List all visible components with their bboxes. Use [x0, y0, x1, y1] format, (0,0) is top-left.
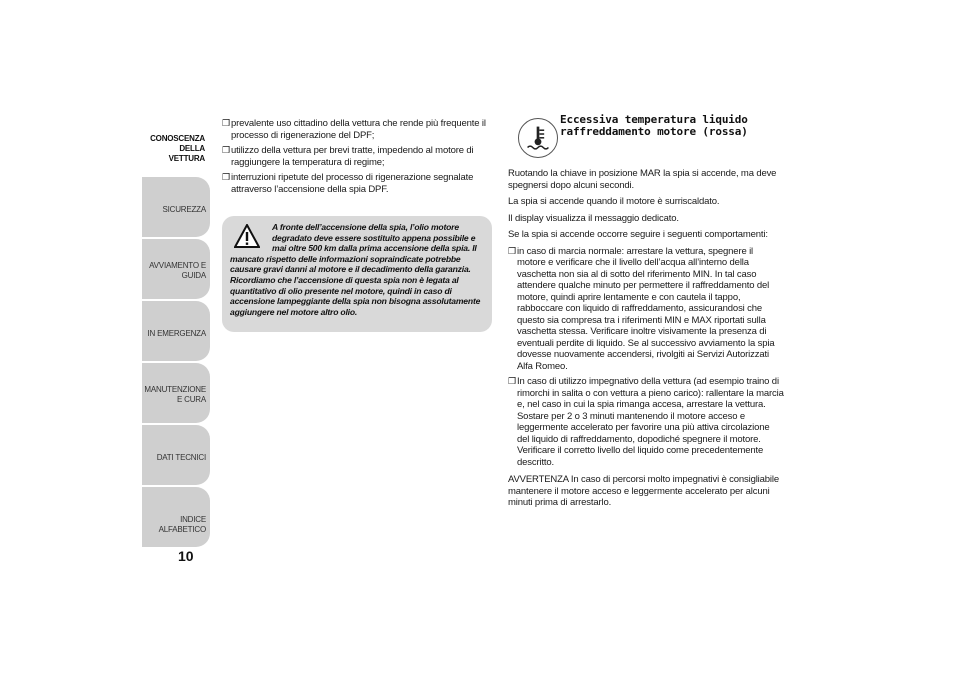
left-column — [222, 118, 492, 199]
paragraph: La spia si accende quando il motore è surriscaldato. — [508, 196, 720, 207]
right-column — [508, 114, 784, 514]
avvertenza-note: AVVERTENZA In caso di percorsi molto impegnativi è consigliabile mantenere il motore acceso e leggermente accelerato per alcuni minuti prima di arrestarlo. — [508, 474, 779, 508]
tab-manutenzione-e-cura[interactable] — [142, 363, 210, 423]
section-title: Eccessiva temperatura liquido raffreddamento motore (rossa) — [560, 113, 748, 138]
tab-indice-alfabetico[interactable] — [142, 487, 210, 547]
coolant-temperature-icon — [518, 118, 558, 158]
warning-box — [222, 216, 492, 332]
tab-label: DATI TECNICI — [156, 453, 206, 462]
list-item: ❒ prevalente uso cittadino della vettura che rende più frequente il processo di rigenerazione del DPF; — [222, 118, 486, 141]
warning-text: A fronte dell’accensione della spia, l’olio motore degradato deve essere sostituito appena possibile e mai oltre 500 km dalla prima accensione della spia. Il mancato rispetto delle informazioni sopraindicate potrebbe causare gravi danni al motore e il decadimento della garanzia. Ricordiamo che l’accensione di questa spia non è legata al quantitativo di olio presente nel motore, quindi in caso di accensione lampeggiante della spia non bisogna assolutamente aggiungere nel motore altro olio. — [230, 222, 481, 317]
checkbox-bullet-icon: ❒ — [508, 245, 516, 256]
checkbox-bullet-icon: ❒ — [508, 376, 516, 386]
tab-label: MANUTENZIONE E CURA — [144, 385, 206, 404]
checkbox-bullet-icon: ❒ — [222, 145, 230, 155]
tab-label: CONOSCENZA DELLA VETTURA — [150, 134, 205, 163]
tab-label: INDICE ALFABETICO — [158, 515, 206, 534]
paragraph: Il display visualizza il messaggio dedicato. — [508, 212, 679, 224]
paragraph: Ruotando la chiave in posizione MAR la spia si accende, ma deve spegnersi dopo alcuni secondi. — [508, 168, 777, 191]
tab-label: IN EMERGENZA — [147, 329, 206, 338]
tab-in-emergenza[interactable] — [142, 301, 210, 361]
tab-label: AVVIAMENTO E GUIDA — [149, 261, 206, 280]
checkbox-bullet-icon: ❒ — [222, 172, 230, 182]
checkbox-bullet-icon: ❒ — [222, 118, 230, 128]
page-number: 10 — [178, 548, 194, 564]
behavior-list — [508, 246, 784, 469]
tab-avviamento-e-guida[interactable] — [142, 239, 210, 299]
tab-conoscenza-della-vettura[interactable] — [142, 115, 210, 175]
tab-dati-tecnici[interactable] — [142, 425, 210, 485]
list-item: ❒ utilizzo della vettura per brevi tratte, impedendo al motore di raggiungere la temperatura di regime; — [222, 145, 474, 168]
tab-label: SICUREZZA — [162, 205, 206, 214]
list-item: ❒ in caso di marcia normale: arrestare la vettura, spegnere il motore e verificare che il livello dell’acqua all’interno della vaschetta non sia al di sotto del riferimento MIN. In tal caso attendere qualche minuto per permettere il raffreddamento del motore, quindi aprire lentamente e con cautela il tappo, rabboccare con liquido di raffreddamento, assicurandosi che questo sia compresa tra i riferimenti MIN e MAX riportati sulla vaschetta stessa. Verificare inoltre visivamente la presenza di eventuali perdite di liquido. Se al successivo avviamento la spia dovesse nuovamente accendersi, rivolgiti ai Servizi Autorizzati Alfa Romeo. — [508, 245, 775, 372]
dpf-cause-list — [222, 118, 492, 195]
tab-sicurezza[interactable] — [142, 177, 210, 237]
paragraph: Se la spia si accende occorre seguire i seguenti comportamenti: — [508, 229, 768, 240]
list-item: ❒ interruzioni ripetute del processo di rigenerazione segnalate attraverso l’accensione della spia DPF. — [222, 172, 474, 195]
section-heading — [508, 114, 784, 168]
list-item: ❒ In caso di utilizzo impegnativo della vettura (ad esempio traino di rimorchi in salita o con vettura a pieno carico): rallentare la marcia e, nel caso in cui la spia rimanga accesa, arrestare la vettura. Sostare per 2 o 3 minuti mantenendo il motore acceso e leggermente accelerato per favorire una più attiva circolazione del liquido di raffreddamento, dopodiché spegnere il motore. Verificare il corretto livello del liquido come precedentemente descritto. — [508, 376, 784, 468]
